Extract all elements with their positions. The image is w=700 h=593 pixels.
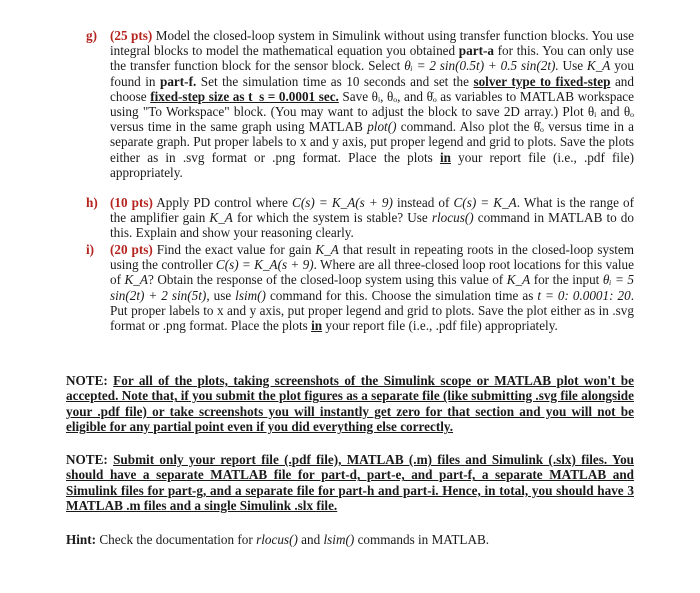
text: commands in MATLAB.: [354, 532, 490, 547]
text: instead of: [392, 195, 454, 210]
text: for this. You can only use the transfer function block for the sensor block. Select: [110, 43, 635, 74]
command-name: plot(): [367, 119, 397, 135]
command-name: lsim(): [235, 287, 266, 303]
text: Model the closed-loop system in Simulink without using transfer function blocks. You use integral blocks to model the mathematical equation you obtained: [110, 28, 634, 59]
text: your report file (i.e., .pdf file) appropriately.: [110, 149, 635, 180]
points: (20 pts): [110, 242, 153, 257]
text: command in MATLAB to do this. Explain and show your reasoning clearly.: [110, 210, 634, 241]
text: Set the simulation time as 10 seconds and set the: [196, 73, 474, 89]
gain-symbol: K_A: [586, 58, 611, 74]
controller-equation: C(s) = K_A(s + 9): [292, 195, 393, 210]
problem-i: [86, 242, 634, 333]
problem-body: [110, 195, 634, 241]
text: and choose: [110, 73, 634, 104]
input-equation: θᵢ = 2 sin(0.5t) + 0.5 sin(2t).: [404, 58, 559, 74]
hint-prefix: Hint:: [66, 532, 97, 547]
problem-body: [110, 28, 634, 180]
command-name: rlocus(): [431, 210, 474, 226]
note-submission: [66, 452, 634, 514]
text: . What is the range of the amplifier gain: [110, 195, 634, 226]
problem-label: i): [86, 242, 95, 257]
text: that result in repeating roots in the closed-loop system using the controller: [110, 242, 634, 273]
text: Find the exact value for gain: [152, 242, 316, 257]
text: Apply PD control where: [152, 195, 293, 210]
problem-label: h): [86, 195, 98, 210]
points: (10 pts): [110, 195, 153, 210]
note-plots: [66, 373, 634, 435]
problem-h: [86, 195, 634, 241]
command-name: rlocus(): [256, 532, 298, 547]
note-prefix: NOTE:: [66, 452, 114, 467]
text: you found in: [110, 58, 634, 89]
solver-type: solver type to fixed-step: [473, 73, 611, 89]
text: . Where are all three-closed loop root locations for this value of: [110, 257, 635, 288]
text: and: [297, 532, 324, 547]
controller-equation: C(s) = K_A(s + 9): [215, 257, 314, 273]
note-text: Submit only your report file (.pdf file), MATLAB (.m) files and Simulink (.slx) files. You should have a separate MATLAB file for part-d, part-e, and part-f, a separate MATLAB and Simulink files for part-g, and a separate file for part-h and part-i. Hence, in total, you should have 3 MATLAB .m files and a single Simulink .slx file.: [66, 452, 634, 514]
gain-symbol: K_A: [209, 210, 233, 226]
controller-equation: C(s) = K_A: [453, 195, 517, 210]
text: Check the documentation for: [96, 532, 257, 547]
emphasis-in: in: [439, 149, 451, 165]
text: ? Obtain the response of the closed-loop system using this value of: [147, 272, 507, 288]
text: Save θᵢ, θₒ, and θ̇ₒ as variables to MATLAB workspace using "To Workspace" block. (You may want to adjust the block to save 2D array.) Plot θᵢ and θₒ versus time in the same graph using MATLAB: [110, 88, 635, 135]
text: . Put proper labels to x and y axis, put proper legend and grid to plots. Save the plot either as in .svg format or .png format. Place the plots: [110, 287, 634, 334]
note-prefix: NOTE:: [66, 373, 114, 388]
step-size: fixed-step size as t_s = 0.0001 sec.: [150, 88, 339, 104]
hint: [66, 532, 634, 547]
gain-symbol: K_A: [506, 272, 531, 288]
text: command for this. Choose the simulation time as: [265, 287, 538, 303]
gain-symbol: K_A: [315, 242, 339, 257]
part-ref: part-a: [458, 43, 494, 59]
text: , use: [206, 287, 236, 303]
gain-symbol: K_A: [124, 272, 148, 288]
text: for which the system is stable? Use: [232, 210, 432, 226]
text: your report file (i.e., .pdf file) appropriately.: [322, 318, 558, 334]
emphasis-in: in: [311, 318, 323, 334]
note-text: For all of the plots, taking screenshots of the Simulink scope or MATLAB plot won't be accepted. Note that, if you submit the plot figures as a separate file (like submitting .svg file alongside your .pdf file) or take screenshots you will instantly get zero for that section and you will not be eligible for any partial point even if you did everything else correctly.: [66, 373, 634, 435]
text: command. Also plot the θ̇ₒ versus time in a separate graph. Put proper labels to x and y axis, put proper legend and grid to plots. Save the plots either as in .svg format or .png format. Place the plots: [110, 119, 634, 165]
text: Use: [558, 58, 587, 74]
command-name: lsim(): [323, 532, 355, 547]
problem-g: [86, 28, 634, 180]
problem-label: g): [86, 28, 97, 43]
time-vector: t = 0: 0.0001: 20: [537, 287, 631, 303]
part-ref: part-f.: [160, 73, 197, 89]
text: for the input: [530, 272, 603, 288]
points: (25 pts): [110, 28, 153, 43]
input-equation: θᵢ = 5 sin(2t) + 2 sin(5t): [110, 272, 634, 303]
problem-body: [110, 242, 634, 333]
